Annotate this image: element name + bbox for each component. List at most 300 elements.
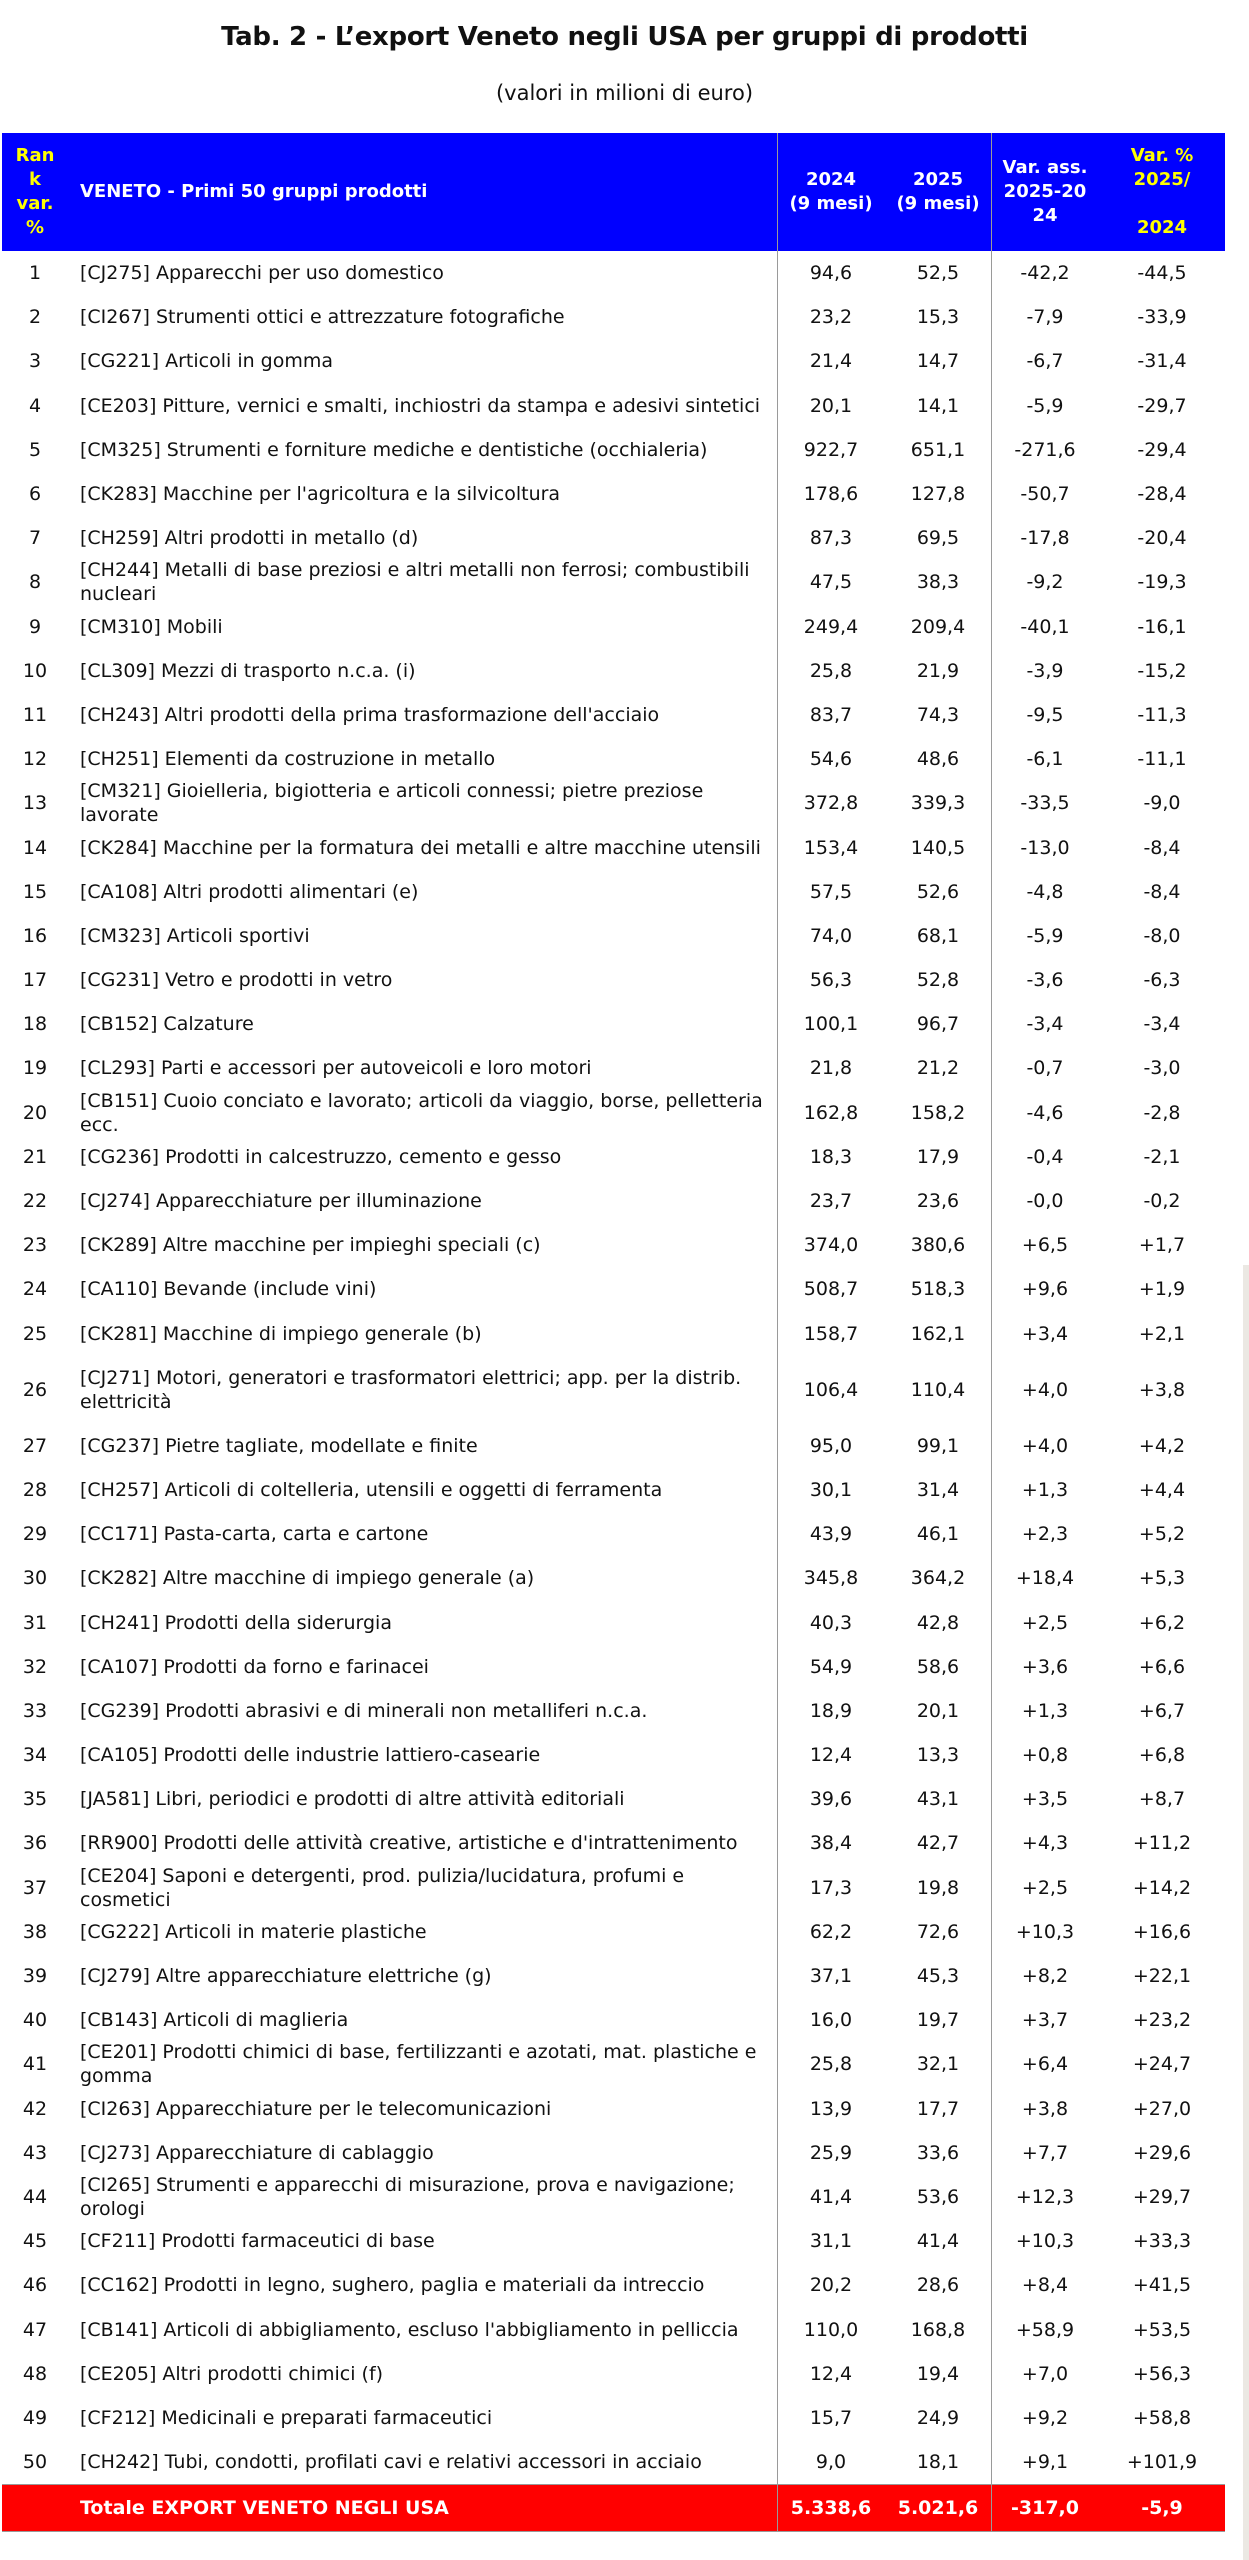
row-rank: 23 xyxy=(22,1234,48,1257)
row-description: [CG222] Articoli in materie plastiche xyxy=(80,1920,427,1943)
row-var-abs: +0,8 xyxy=(1021,1744,1069,1767)
row-description: [CI267] Strumenti ottici e attrezzature fotografiche xyxy=(80,306,565,329)
header-2024-line: 2024 xyxy=(805,169,857,190)
row-value-2024: 9,0 xyxy=(815,2451,847,2474)
table-row xyxy=(2,2042,1225,2086)
row-var-abs: +6,5 xyxy=(1021,1234,1069,1257)
row-rank: 47 xyxy=(22,2318,48,2341)
table-row xyxy=(2,1091,1225,1135)
row-var-pct: -29,7 xyxy=(1137,394,1187,417)
row-rank: 4 xyxy=(28,394,42,417)
column-divider xyxy=(777,133,778,2532)
table-row xyxy=(2,1267,1225,1311)
row-var-pct: -11,3 xyxy=(1137,703,1187,726)
row-value-2024: 23,2 xyxy=(809,306,853,329)
table-row xyxy=(2,516,1225,560)
row-description: [CH259] Altri prodotti in metallo (d) xyxy=(80,527,419,550)
row-rank: 7 xyxy=(28,527,42,550)
row-value-2024: 21,4 xyxy=(809,350,853,373)
row-var-pct: +53,5 xyxy=(1132,2318,1192,2341)
table-row xyxy=(2,2219,1225,2263)
table-row xyxy=(2,825,1225,869)
row-var-abs: -5,9 xyxy=(1026,924,1064,947)
table-row xyxy=(2,870,1225,914)
row-description: [CH257] Articoli di coltelleria, utensili e oggetti di ferramenta xyxy=(80,1478,663,1501)
row-value-2024: 87,3 xyxy=(809,527,853,550)
row-description: [CM321] Gioielleria, bigiotteria e articoli connessi; pietre preziose lavorate xyxy=(80,780,704,827)
row-value-2025: 19,7 xyxy=(916,2009,960,2032)
header-var-pct-line: 2025/ xyxy=(1133,169,1191,190)
row-value-2024: 54,6 xyxy=(809,748,853,771)
row-value-2025: 74,3 xyxy=(916,703,960,726)
row-description: [CG236] Prodotti in calcestruzzo, cemento e gesso xyxy=(80,1145,562,1168)
page-scroll-strip xyxy=(1243,1265,1249,2560)
row-value-2025: 21,9 xyxy=(916,659,960,682)
row-var-pct: +24,7 xyxy=(1132,2053,1192,2076)
row-description: [CJ279] Altre apparecchiature elettriche (g) xyxy=(80,1965,492,1988)
row-value-2024: 18,9 xyxy=(809,1699,853,1722)
row-description: [RR900] Prodotti delle attività creative, artistiche e d'intrattenimento xyxy=(80,1832,738,1855)
row-value-2024: 20,2 xyxy=(809,2274,853,2297)
row-var-pct: -33,9 xyxy=(1137,306,1187,329)
row-rank: 30 xyxy=(22,1567,48,1590)
table-row xyxy=(2,1179,1225,1223)
table-row xyxy=(2,1556,1225,1600)
row-value-2024: 95,0 xyxy=(809,1434,853,1457)
row-value-2025: 380,6 xyxy=(910,1234,966,1257)
row-value-2025: 96,7 xyxy=(916,1013,960,1036)
row-var-abs: +12,3 xyxy=(1015,2185,1075,2208)
row-description: [CK284] Macchine per la formatura dei metalli e altre macchine utensili xyxy=(80,836,761,859)
row-var-pct: -3,4 xyxy=(1143,1013,1181,1036)
header-rank-line: var. xyxy=(16,193,54,214)
row-description: [CB143] Articoli di maglieria xyxy=(80,2009,349,2032)
total-2025: 5.021,6 xyxy=(897,2497,979,2520)
row-var-abs: +3,5 xyxy=(1021,1788,1069,1811)
table-row xyxy=(2,2440,1225,2484)
row-description: [CG239] Prodotti abrasivi e di minerali non metalliferi n.c.a. xyxy=(80,1699,648,1722)
row-description: [CH244] Metalli di base preziosi e altri metalli non ferrosi; combustibili nucleari xyxy=(80,559,750,606)
row-value-2025: 162,1 xyxy=(910,1322,966,1345)
table-row xyxy=(2,1645,1225,1689)
row-rank: 50 xyxy=(22,2451,48,2474)
row-rank: 48 xyxy=(22,2362,48,2385)
row-description: [CB152] Calzature xyxy=(80,1013,254,1036)
row-var-abs: +7,0 xyxy=(1021,2362,1069,2385)
row-var-pct: -8,0 xyxy=(1143,924,1181,947)
row-var-pct: +6,7 xyxy=(1138,1699,1186,1722)
row-value-2025: 28,6 xyxy=(916,2274,960,2297)
table-row xyxy=(2,384,1225,428)
row-var-abs: +7,7 xyxy=(1021,2141,1069,2164)
row-var-abs: -3,9 xyxy=(1026,659,1064,682)
row-rank: 19 xyxy=(22,1057,48,1080)
row-rank: 6 xyxy=(28,483,42,506)
row-value-2025: 23,6 xyxy=(916,1190,960,1213)
header-var-abs-line: Var. ass. xyxy=(1002,157,1088,178)
row-var-abs: -42,2 xyxy=(1020,262,1070,285)
row-var-abs: +2,3 xyxy=(1021,1523,1069,1546)
table-row xyxy=(2,560,1225,604)
row-description: [CH251] Elementi da costruzione in metallo xyxy=(80,748,496,771)
row-var-pct: -20,4 xyxy=(1137,527,1187,550)
row-description: [CK282] Altre macchine di impiego generale (a) xyxy=(80,1567,535,1590)
row-var-pct: +6,8 xyxy=(1138,1744,1186,1767)
row-value-2024: 158,7 xyxy=(803,1322,859,1345)
table-subtitle: (valori in milioni di euro) xyxy=(495,81,754,105)
row-var-pct: -15,2 xyxy=(1137,659,1187,682)
row-var-pct: -6,3 xyxy=(1143,969,1181,992)
row-var-abs: -0,0 xyxy=(1026,1190,1064,1213)
row-var-abs: +1,3 xyxy=(1021,1478,1069,1501)
header-rank xyxy=(2,133,68,251)
header-var-abs-line: 2025-20 xyxy=(1003,181,1087,202)
table-row xyxy=(2,472,1225,516)
row-rank: 27 xyxy=(22,1434,48,1457)
row-value-2025: 99,1 xyxy=(916,1434,960,1457)
row-value-2024: 25,9 xyxy=(809,2141,853,2164)
row-value-2024: 21,8 xyxy=(809,1057,853,1080)
row-var-pct: +5,3 xyxy=(1138,1567,1186,1590)
row-var-pct: -44,5 xyxy=(1137,262,1187,285)
row-value-2024: 249,4 xyxy=(803,615,859,638)
row-rank: 46 xyxy=(22,2274,48,2297)
row-description: [CF211] Prodotti farmaceutici di base xyxy=(80,2230,435,2253)
table-row xyxy=(2,2396,1225,2440)
row-value-2024: 153,4 xyxy=(803,836,859,859)
row-var-pct: -0,2 xyxy=(1143,1190,1181,1213)
row-value-2025: 158,2 xyxy=(910,1101,966,1124)
row-value-2024: 38,4 xyxy=(809,1832,853,1855)
row-value-2025: 33,6 xyxy=(916,2141,960,2164)
row-rank: 5 xyxy=(28,438,42,461)
row-value-2024: 372,8 xyxy=(803,792,859,815)
export-table xyxy=(2,133,1225,2532)
row-var-pct: +11,2 xyxy=(1132,1832,1192,1855)
row-rank: 43 xyxy=(22,2141,48,2164)
row-value-2024: 508,7 xyxy=(803,1278,859,1301)
row-var-pct: +33,3 xyxy=(1132,2230,1192,2253)
row-description: [CM310] Mobili xyxy=(80,615,223,638)
header-2024-line: (9 mesi) xyxy=(789,193,873,214)
row-description: [CB141] Articoli di abbigliamento, escluso l'abbigliamento in pelliccia xyxy=(80,2318,739,2341)
row-rank: 8 xyxy=(28,571,42,594)
row-value-2024: 43,9 xyxy=(809,1523,853,1546)
row-value-2025: 68,1 xyxy=(916,924,960,947)
row-var-abs: -9,2 xyxy=(1026,571,1064,594)
table-row xyxy=(2,2087,1225,2131)
row-value-2024: 17,3 xyxy=(809,1876,853,1899)
table-row xyxy=(2,1356,1225,1424)
row-value-2024: 39,6 xyxy=(809,1788,853,1811)
row-var-pct: +4,2 xyxy=(1138,1434,1186,1457)
row-rank: 39 xyxy=(22,1965,48,1988)
header-var-pct-line: 2024 xyxy=(1136,217,1188,238)
row-value-2025: 52,8 xyxy=(916,969,960,992)
row-var-abs: -5,9 xyxy=(1026,394,1064,417)
row-value-2025: 17,7 xyxy=(916,2097,960,2120)
row-var-pct: +16,6 xyxy=(1132,1920,1192,1943)
row-rank: 36 xyxy=(22,1832,48,1855)
row-value-2024: 83,7 xyxy=(809,703,853,726)
row-var-abs: -3,6 xyxy=(1026,969,1064,992)
row-value-2024: 15,7 xyxy=(809,2406,853,2429)
row-rank: 44 xyxy=(22,2185,48,2208)
row-rank: 11 xyxy=(22,703,48,726)
row-var-pct: +6,6 xyxy=(1138,1655,1186,1678)
row-value-2025: 58,6 xyxy=(916,1655,960,1678)
row-value-2024: 25,8 xyxy=(809,659,853,682)
row-var-pct: -11,1 xyxy=(1137,748,1187,771)
table-row xyxy=(2,2175,1225,2219)
table-row xyxy=(2,2131,1225,2175)
row-value-2024: 110,0 xyxy=(803,2318,859,2341)
header-description: VENETO - Primi 50 gruppi prodotti xyxy=(80,181,428,202)
row-value-2024: 23,7 xyxy=(809,1190,853,1213)
row-description: [CI265] Strumenti e apparecchi di misurazione, prova e navigazione; orologi xyxy=(80,2173,735,2220)
row-var-pct: +2,1 xyxy=(1138,1322,1186,1345)
row-var-pct: -2,8 xyxy=(1143,1101,1181,1124)
row-var-pct: -8,4 xyxy=(1143,880,1181,903)
row-description: [CM325] Strumenti e forniture mediche e dentistiche (occhialeria) xyxy=(80,438,708,461)
row-value-2025: 72,6 xyxy=(916,1920,960,1943)
row-value-2024: 54,9 xyxy=(809,1655,853,1678)
row-var-abs: +3,7 xyxy=(1021,2009,1069,2032)
table-row xyxy=(2,1733,1225,1777)
row-value-2024: 62,2 xyxy=(809,1920,853,1943)
row-rank: 38 xyxy=(22,1920,48,1943)
row-var-abs: +2,5 xyxy=(1021,1611,1069,1634)
header-rank-line: k xyxy=(29,169,41,190)
table-row xyxy=(2,1998,1225,2042)
row-value-2025: 38,3 xyxy=(916,571,960,594)
row-var-pct: -19,3 xyxy=(1137,571,1187,594)
table-row xyxy=(2,1223,1225,1267)
row-description: [CF212] Medicinali e preparati farmaceutici xyxy=(80,2406,493,2429)
row-value-2025: 53,6 xyxy=(916,2185,960,2208)
row-value-2025: 518,3 xyxy=(910,1278,966,1301)
header-2024 xyxy=(777,133,885,251)
row-var-abs: -4,8 xyxy=(1026,880,1064,903)
row-value-2024: 12,4 xyxy=(809,2362,853,2385)
row-value-2024: 922,7 xyxy=(803,438,859,461)
row-value-2024: 374,0 xyxy=(803,1234,859,1257)
row-var-abs: +2,5 xyxy=(1021,1876,1069,1899)
row-var-pct: +41,5 xyxy=(1132,2274,1192,2297)
table-body xyxy=(2,251,1225,2484)
row-value-2024: 41,4 xyxy=(809,2185,853,2208)
row-value-2025: 19,8 xyxy=(916,1876,960,1899)
row-rank: 45 xyxy=(22,2230,48,2253)
row-var-abs: +10,3 xyxy=(1015,1920,1075,1943)
row-rank: 22 xyxy=(22,1190,48,1213)
row-value-2025: 209,4 xyxy=(910,615,966,638)
row-var-pct: -3,0 xyxy=(1143,1057,1181,1080)
row-var-pct: +29,7 xyxy=(1132,2185,1192,2208)
row-value-2024: 20,1 xyxy=(809,394,853,417)
row-rank: 32 xyxy=(22,1655,48,1678)
table-row xyxy=(2,1002,1225,1046)
row-var-pct: +22,1 xyxy=(1132,1965,1192,1988)
table-row xyxy=(2,1910,1225,1954)
row-var-abs: -33,5 xyxy=(1020,792,1070,815)
table-row xyxy=(2,1821,1225,1865)
row-rank: 1 xyxy=(28,262,42,285)
row-var-pct: +5,2 xyxy=(1138,1523,1186,1546)
header-var-pct-line: Var. % xyxy=(1130,145,1194,166)
table-row xyxy=(2,693,1225,737)
row-value-2025: 46,1 xyxy=(916,1523,960,1546)
row-var-abs: +18,4 xyxy=(1015,1567,1075,1590)
row-description: [CE204] Saponi e detergenti, prod. pulizia/lucidatura, profumi e cosmetici xyxy=(80,1864,685,1911)
row-value-2024: 12,4 xyxy=(809,1744,853,1767)
row-description: [CB151] Cuoio conciato e lavorato; articoli da viaggio, borse, pelletteria ecc. xyxy=(80,1089,763,1136)
row-description: [CE205] Altri prodotti chimici (f) xyxy=(80,2362,384,2385)
table-row xyxy=(2,2263,1225,2307)
row-description: [CI263] Apparecchiature per le telecomunicazioni xyxy=(80,2097,552,2120)
table-row xyxy=(2,1777,1225,1821)
row-description: [CM323] Articoli sportivi xyxy=(80,924,310,947)
row-rank: 15 xyxy=(22,880,48,903)
row-rank: 42 xyxy=(22,2097,48,2120)
row-var-pct: -28,4 xyxy=(1137,483,1187,506)
row-value-2024: 106,4 xyxy=(803,1378,859,1401)
row-value-2025: 651,1 xyxy=(910,438,966,461)
row-value-2024: 16,0 xyxy=(809,2009,853,2032)
table-row xyxy=(2,1424,1225,1468)
row-rank: 9 xyxy=(28,615,42,638)
row-rank: 24 xyxy=(22,1278,48,1301)
total-label: Totale EXPORT VENETO NEGLI USA xyxy=(80,2497,449,2520)
row-value-2025: 14,1 xyxy=(916,394,960,417)
row-description: [CK281] Macchine di impiego generale (b) xyxy=(80,1322,482,1345)
table-title: Tab. 2 - L’export Veneto negli USA per gruppi di prodotti xyxy=(221,22,1028,52)
total-var-abs: -317,0 xyxy=(1011,2497,1079,2520)
row-var-pct: -9,0 xyxy=(1143,792,1181,815)
table-row xyxy=(2,1866,1225,1910)
row-value-2024: 57,5 xyxy=(809,880,853,903)
row-value-2025: 18,1 xyxy=(916,2451,960,2474)
row-var-abs: -4,6 xyxy=(1026,1101,1064,1124)
row-value-2025: 19,4 xyxy=(916,2362,960,2385)
table-row xyxy=(2,1135,1225,1179)
table-row xyxy=(2,1468,1225,1512)
row-value-2024: 56,3 xyxy=(809,969,853,992)
row-value-2024: 162,8 xyxy=(803,1101,859,1124)
row-rank: 31 xyxy=(22,1611,48,1634)
row-description: [CG221] Articoli in gomma xyxy=(80,350,334,373)
row-value-2024: 37,1 xyxy=(809,1965,853,1988)
table-row xyxy=(2,2307,1225,2351)
row-description: [CA105] Prodotti delle industrie lattiero-casearie xyxy=(80,1744,541,1767)
row-value-2025: 42,7 xyxy=(916,1832,960,1855)
table-row xyxy=(2,251,1225,295)
row-value-2025: 42,8 xyxy=(916,1611,960,1634)
row-rank: 16 xyxy=(22,924,48,947)
row-var-pct: +29,6 xyxy=(1132,2141,1192,2164)
row-value-2024: 74,0 xyxy=(809,924,853,947)
table-row xyxy=(2,339,1225,383)
table-row xyxy=(2,1512,1225,1556)
row-var-abs: -6,1 xyxy=(1026,748,1064,771)
row-value-2024: 30,1 xyxy=(809,1478,853,1501)
row-var-abs: -3,4 xyxy=(1026,1013,1064,1036)
row-value-2025: 43,1 xyxy=(916,1788,960,1811)
row-rank: 2 xyxy=(28,306,42,329)
row-var-abs: +8,4 xyxy=(1021,2274,1069,2297)
row-rank: 10 xyxy=(22,659,48,682)
row-var-pct: -31,4 xyxy=(1137,350,1187,373)
row-var-abs: +3,6 xyxy=(1021,1655,1069,1678)
row-description: [CE201] Prodotti chimici di base, fertilizzanti e azotati, mat. plastiche e gomma xyxy=(80,2041,757,2088)
row-rank: 29 xyxy=(22,1523,48,1546)
row-rank: 3 xyxy=(28,350,42,373)
table-row xyxy=(2,1046,1225,1090)
row-value-2024: 13,9 xyxy=(809,2097,853,2120)
row-rank: 14 xyxy=(22,836,48,859)
table-row xyxy=(2,2352,1225,2396)
row-value-2024: 94,6 xyxy=(809,262,853,285)
header-rank-line: Ran xyxy=(15,145,55,166)
row-rank: 17 xyxy=(22,969,48,992)
row-var-abs: +9,2 xyxy=(1021,2406,1069,2429)
row-description: [CC162] Prodotti in legno, sughero, paglia e materiali da intreccio xyxy=(80,2274,705,2297)
row-var-abs: +4,0 xyxy=(1021,1378,1069,1401)
table-row xyxy=(2,1689,1225,1733)
row-var-abs: -9,5 xyxy=(1026,703,1064,726)
row-value-2025: 52,5 xyxy=(916,262,960,285)
table-row xyxy=(2,914,1225,958)
table-row xyxy=(2,295,1225,339)
row-var-abs: +8,2 xyxy=(1021,1965,1069,1988)
row-value-2025: 364,2 xyxy=(910,1567,966,1590)
total-var-pct: -5,9 xyxy=(1141,2497,1183,2520)
row-var-pct: -16,1 xyxy=(1137,615,1187,638)
row-var-abs: +10,3 xyxy=(1015,2230,1075,2253)
row-description: [CG237] Pietre tagliate, modellate e finite xyxy=(80,1434,478,1457)
row-value-2024: 47,5 xyxy=(809,571,853,594)
row-rank: 26 xyxy=(22,1378,48,1401)
header-rank-line: % xyxy=(25,217,45,238)
row-description: [CA110] Bevande (include vini) xyxy=(80,1278,377,1301)
row-var-pct: +6,2 xyxy=(1138,1611,1186,1634)
row-description: [CH243] Altri prodotti della prima trasformazione dell'acciaio xyxy=(80,703,660,726)
row-description: [CA108] Altri prodotti alimentari (e) xyxy=(80,880,419,903)
table-row xyxy=(2,1954,1225,1998)
row-value-2025: 69,5 xyxy=(916,527,960,550)
row-rank: 41 xyxy=(22,2053,48,2076)
row-value-2025: 41,4 xyxy=(916,2230,960,2253)
row-rank: 20 xyxy=(22,1101,48,1124)
header-2025-line: 2025 xyxy=(912,169,964,190)
row-var-abs: -0,4 xyxy=(1026,1145,1064,1168)
row-var-abs: -0,7 xyxy=(1026,1057,1064,1080)
column-divider xyxy=(991,133,992,2532)
row-var-pct: +23,2 xyxy=(1132,2009,1192,2032)
row-var-abs: -7,9 xyxy=(1026,306,1064,329)
row-description: [CJ271] Motori, generatori e trasformatori elettrici; app. per la distrib. elettricità xyxy=(80,1366,742,1413)
row-var-pct: +4,4 xyxy=(1138,1478,1186,1501)
table-row xyxy=(2,605,1225,649)
row-var-abs: +9,1 xyxy=(1021,2451,1069,2474)
row-var-pct: +27,0 xyxy=(1132,2097,1192,2120)
header-var-abs xyxy=(991,133,1099,251)
row-value-2024: 25,8 xyxy=(809,2053,853,2076)
row-var-abs: +3,4 xyxy=(1021,1322,1069,1345)
row-var-abs: -50,7 xyxy=(1020,483,1070,506)
total-row xyxy=(2,2484,1225,2532)
table-row xyxy=(2,958,1225,1002)
